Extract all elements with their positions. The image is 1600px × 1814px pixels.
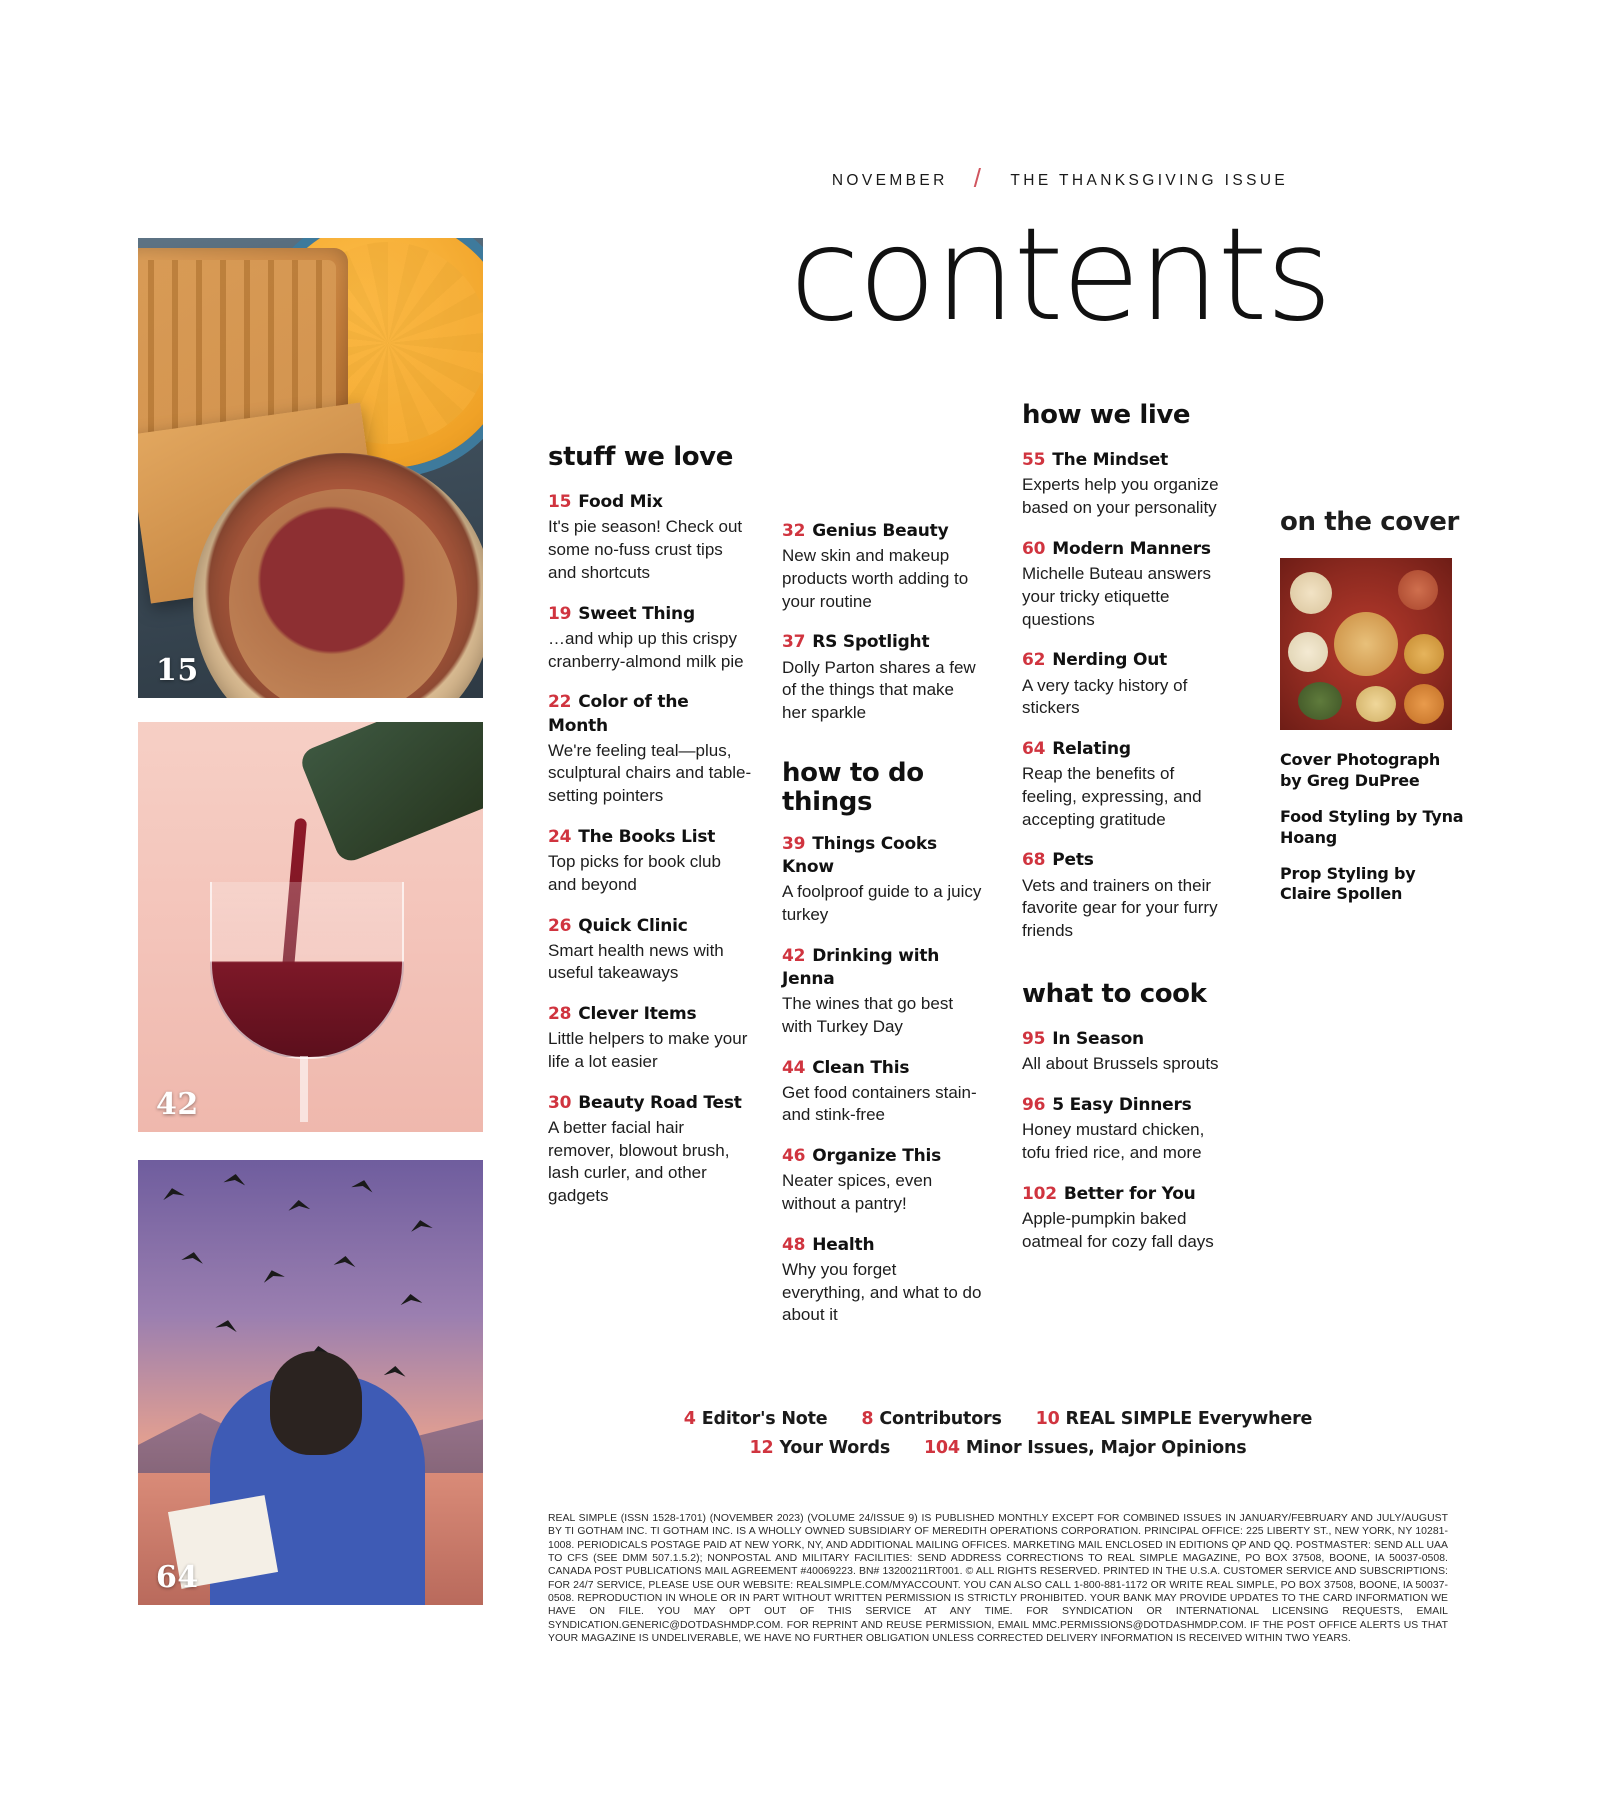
toc-entry-title xyxy=(548,603,753,626)
toc-entry-desc: Why you forget everything, and what to do about it xyxy=(782,1259,982,1325)
bottom-links-row-2 xyxy=(548,1434,1448,1463)
kicker-issue: THE THANKSGIVING ISSUE xyxy=(1010,171,1289,189)
toc-entry-label: Nerding Out xyxy=(1052,650,1168,671)
toc-entry-title xyxy=(782,1057,982,1080)
toc-entry-desc: Dolly Parton shares a few of the things that make her sparkle xyxy=(782,657,976,723)
toc-entry-desc: Apple-pumpkin baked oatmeal for cozy fall days xyxy=(1022,1208,1214,1251)
bird-icon xyxy=(288,1199,311,1211)
side-dish-shape xyxy=(1356,686,1396,722)
section-heading-on-the-cover: on the cover xyxy=(1280,507,1459,537)
toc-entry-page: 68 xyxy=(1022,850,1046,871)
toc-entry-desc: Little helpers to make your life a lot easier xyxy=(548,1029,748,1072)
toc-entry-label: 5 Easy Dinners xyxy=(1052,1095,1192,1116)
bird-icon xyxy=(384,1365,407,1377)
toc-link-label: Contributors xyxy=(879,1409,1002,1429)
toc-entry-label: Health xyxy=(812,1234,875,1255)
toc-link-page: 4 xyxy=(683,1409,696,1429)
bird-icon xyxy=(400,1293,423,1305)
toc-entry[interactable] xyxy=(548,826,753,897)
bird-icon xyxy=(261,1267,285,1283)
toc-entry-label: Food Mix xyxy=(578,492,663,513)
wine-stem-shape xyxy=(300,1056,308,1122)
toc-entry-desc: New skin and makeup products worth adding to your routine xyxy=(782,546,969,611)
toc-entry-page: 96 xyxy=(1022,1095,1046,1116)
side-dish-shape xyxy=(1404,634,1444,674)
toc-entry-page: 24 xyxy=(548,826,572,847)
toc-entry-desc: Neater spices, even without a pantry! xyxy=(782,1171,933,1214)
toc-entry-title xyxy=(1022,449,1232,472)
bird-icon xyxy=(409,1218,432,1232)
toc-entry-title xyxy=(548,1092,753,1115)
toc-entry[interactable] xyxy=(548,915,753,986)
toc-link-label: Editor's Note xyxy=(701,1409,828,1429)
toc-link-label: Minor Issues, Major Opinions xyxy=(965,1437,1247,1458)
toc-entry[interactable] xyxy=(782,1145,982,1216)
toc-entry-label: Clever Items xyxy=(578,1004,697,1025)
toc-entry-page: 42 xyxy=(782,945,806,966)
toc-entry[interactable] xyxy=(548,1003,753,1074)
toc-entry-label: Clean This xyxy=(812,1057,910,1078)
toc-entry[interactable] xyxy=(782,945,982,1039)
toc-entry-title xyxy=(1022,1028,1232,1051)
kicker-month: NOVEMBER xyxy=(831,171,948,189)
pie-dish-shape xyxy=(1404,684,1444,724)
toc-entry-page: 44 xyxy=(782,1057,806,1078)
toc-entry-page: 30 xyxy=(548,1092,572,1113)
toc-entry-title xyxy=(548,691,753,737)
toc-entry[interactable] xyxy=(548,491,753,584)
bottom-links-row-1 xyxy=(548,1405,1448,1434)
toc-entry-desc: A very tacky history of stickers xyxy=(1022,675,1188,718)
legal-fine-print: REAL SIMPLE (ISSN 1528-1701) (NOVEMBER 2023) (VOLUME 24/ISSUE 9) IS PUBLISHED MONTHLY EXCEPT FOR COMBINED ISSUES IN JANUARY/FEBRUARY AND JULY/AUGUST BY TI GOTHAM INC. TI GOTHAM INC. IS A WHOLLY OWNED SUBSIDIARY OF MEREDITH OPERATIONS CORPORATION. PRINCIPAL OFFICE: 225 LIBERTY ST., NEW YORK, NY 10281-1008. PERIODICALS POSTAGE PAID AT NEW YORK, NY, AND ADDITIONAL MAILING OFFICES. MARKETING MAIL ENCLOSED IN EDITIONS QP AND QQ. POSTMASTER: SEND ALL UAA TO CFS (SEE DMM 507.1.5.2); NONPOSTAL AND MILITARY FACILITIES: SEND ADDRESS CORRECTIONS TO REAL SIMPLE MAGAZINE, PO BOX 37508, BOONE, IA 50037-0508. CANADA POST PUBLICATIONS MAIL AGREEMENT #40069223. BN# 13200211RT001. © ALL RIGHTS RESERVED. PRINTED IN THE U.S.A. CUSTOMER SERVICE AND SUBSCRIPTIONS: FOR 24/7 SERVICE, PLEASE USE OUR WEBSITE: REALSIMPLE.COM/MYACCOUNT. YOU CAN ALSO CALL 1-800-881-1172 OR WRITE REAL SIMPLE, PO BOX 37508, BOONE, IA 50037-0508. REPRODUCTION IN WHOLE OR IN PART WITHOUT WRITTEN PERMISSION IS STRICTLY PROHIBITED. YOUR BANK MAY PROVIDE UPDATES TO THE CARD INFORMATION WE HAVE ON FILE. YOU MAY OPT OUT OF THIS SERVICE AT ANY TIME. FOR SYNDICATION OR INTERNATIONAL LICENSING REQUESTS, EMAIL SYNDICATION.GENERIC@DOTDASHMDP.COM. FOR REPRINT AND REUSE PERMISSION, EMAIL MMC.PERMISSIONS@DOTDASHMDP.COM. IF THE POST OFFICE ALERTS US THAT YOUR MAGAZINE IS UNDELIVERABLE, WE HAVE NO FURTHER OBLIGATION UNLESS CORRECTED DELIVERY INFORMATION IS RECEIVED WITHIN TWO YEARS. xyxy=(548,1513,1449,1644)
toc-entry-title xyxy=(782,833,982,879)
toc-entry-desc: It's pie season! Check out some no-fuss crust tips and shortcuts xyxy=(548,517,743,582)
toc-entry-page: 22 xyxy=(548,692,572,713)
section-heading-stuff-we-love: stuff we love xyxy=(548,442,733,472)
toc-entry-title xyxy=(782,945,982,991)
cover-thumbnail xyxy=(1280,558,1452,730)
toc-entry-title xyxy=(1022,849,1232,872)
birds-illustration xyxy=(138,1160,483,1605)
toc-entry[interactable] xyxy=(1022,449,1232,520)
toc-entry-page: 102 xyxy=(1022,1183,1057,1204)
toc-entry-page: 37 xyxy=(782,632,806,653)
toc-entry-label: Relating xyxy=(1052,739,1131,760)
toc-entry-label: In Season xyxy=(1052,1029,1144,1050)
toc-link-your-words[interactable] xyxy=(750,1434,891,1463)
toc-entry-desc: Vets and trainers on their favorite gear for your furry friends xyxy=(1022,875,1218,941)
bird-icon xyxy=(215,1318,239,1332)
issue-kicker xyxy=(560,165,1560,196)
toc-entry-title xyxy=(1022,1094,1232,1117)
toc-link-minor-issues[interactable] xyxy=(924,1434,1247,1463)
toc-link-label: REAL SIMPLE Everywhere xyxy=(1065,1409,1313,1429)
cover-credit-prop-styling: Prop Styling by Claire Spollen xyxy=(1280,863,1416,904)
section-heading-how-to-do-things: how to do things xyxy=(782,757,924,817)
wine-bottle-shape xyxy=(297,722,483,865)
toc-entry-title xyxy=(782,631,982,654)
toc-entry-desc: Get food containers stain- and stink-free xyxy=(782,1082,977,1125)
toc-entry-desc: Reap the benefits of feeling, expressing, and accepting gratitude xyxy=(1022,764,1202,829)
toc-entry-label: The Books List xyxy=(578,826,716,847)
wine-photo xyxy=(138,722,483,1132)
toc-entry-label: The Mindset xyxy=(1052,450,1169,471)
bottom-toc-links xyxy=(548,1405,1448,1463)
toc-link-real-simple-everywhere[interactable] xyxy=(1036,1405,1313,1434)
toc-entry[interactable] xyxy=(1022,1183,1232,1254)
toc-entry-desc: Top picks for book club and beyond xyxy=(548,852,721,894)
person-head-shape xyxy=(270,1351,362,1455)
toc-entry-label: Organize This xyxy=(812,1146,942,1167)
side-dish-shape xyxy=(1288,632,1328,672)
toc-entry-label: Things Cooks Know xyxy=(782,834,937,878)
section-heading-what-to-cook: what to cook xyxy=(1022,978,1207,1009)
toc-entry-page: 26 xyxy=(548,915,572,936)
toc-entry[interactable] xyxy=(1022,849,1232,942)
toc-entry[interactable] xyxy=(548,1092,753,1208)
toc-entry-page: 95 xyxy=(1022,1029,1046,1050)
toc-entry-page: 62 xyxy=(1022,650,1046,671)
toc-entry-page: 55 xyxy=(1022,450,1046,471)
toc-entry-page: 15 xyxy=(548,492,572,513)
toc-entry-title xyxy=(782,520,982,543)
toc-entry-label: Pets xyxy=(1052,850,1094,871)
toc-entry-desc: A foolproof guide to a juicy turkey xyxy=(782,882,982,925)
toc-entry-desc: A better facial hair remover, blowout brush, lash curler, and other gadgets xyxy=(548,1117,730,1206)
bird-icon xyxy=(161,1186,185,1200)
toc-entry[interactable] xyxy=(1022,649,1232,720)
toc-link-page: 12 xyxy=(749,1437,774,1458)
toc-entry-title xyxy=(1022,649,1232,672)
toc-entry-page: 48 xyxy=(782,1234,806,1255)
toc-entry[interactable] xyxy=(1022,738,1232,831)
side-dish-shape xyxy=(1398,570,1438,610)
toc-link-page: 8 xyxy=(861,1409,874,1429)
cover-credits xyxy=(1280,750,1465,905)
pies-photo xyxy=(138,238,483,698)
toc-entry[interactable] xyxy=(782,631,982,724)
toc-entry-page: 28 xyxy=(548,1004,572,1025)
section-heading-how-we-live: how we live xyxy=(1022,400,1191,430)
toc-entry[interactable] xyxy=(782,833,982,927)
toc-entry-title xyxy=(548,1003,753,1026)
photo-page-number: 42 xyxy=(156,1087,199,1122)
turkey-dish-shape xyxy=(1334,612,1398,676)
toc-entry[interactable] xyxy=(1022,538,1232,631)
toc-entry-label: Genius Beauty xyxy=(812,521,949,541)
toc-entry-label: Color of the Month xyxy=(548,692,689,736)
toc-link-editors-note[interactable] xyxy=(684,1405,828,1434)
toc-entry-page: 46 xyxy=(782,1146,806,1167)
on-the-cover-panel xyxy=(1280,505,1465,920)
toc-entry-desc: …and whip up this crispy cranberry-almond milk pie xyxy=(548,628,744,671)
toc-entry-title xyxy=(548,915,753,938)
toc-entry-desc: Smart health news with useful takeaways xyxy=(548,940,724,983)
toc-entry-title xyxy=(782,1145,982,1168)
toc-entry-desc: The wines that go best with Turkey Day xyxy=(782,994,954,1036)
page-title: contents xyxy=(789,201,1331,350)
toc-entry-label: Modern Manners xyxy=(1052,539,1211,559)
toc-entry[interactable] xyxy=(1022,1094,1232,1165)
toc-entry-page: 39 xyxy=(782,834,806,855)
kicker-slash-icon: / xyxy=(973,163,985,193)
toc-entry[interactable] xyxy=(782,520,982,613)
toc-entry-label: Better for You xyxy=(1063,1183,1196,1204)
greens-dish-shape xyxy=(1298,682,1342,720)
toc-entry-desc: We're feeling teal—plus, sculptural chairs and table-setting pointers xyxy=(548,740,752,806)
side-dish-shape xyxy=(1290,572,1332,614)
cover-credit-food-styling: Food Styling by Tyna Hoang xyxy=(1280,806,1464,847)
bird-icon xyxy=(351,1177,375,1192)
toc-link-label: Your Words xyxy=(779,1437,891,1458)
toc-entry[interactable] xyxy=(548,603,753,674)
toc-entry-title xyxy=(782,1234,982,1257)
toc-entry-page: 64 xyxy=(1022,739,1046,760)
photo-page-number: 64 xyxy=(156,1560,199,1595)
bird-icon xyxy=(223,1173,246,1186)
cover-credit-photograph: Cover Photograph by Greg DuPree xyxy=(1280,750,1441,791)
toc-link-contributors[interactable] xyxy=(861,1405,1001,1434)
toc-entry-title xyxy=(1022,538,1232,561)
masthead xyxy=(560,163,1560,350)
toc-entry[interactable] xyxy=(782,1057,982,1128)
toc-entry-page: 32 xyxy=(782,521,806,541)
toc-column-how-to-do-things xyxy=(782,520,982,1345)
toc-entry-desc: Experts help you organize based on your personality xyxy=(1022,475,1219,518)
toc-column-how-we-live xyxy=(1022,398,1232,1271)
toc-link-page: 10 xyxy=(1035,1409,1060,1429)
toc-entry-label: Drinking with Jenna xyxy=(782,945,940,989)
toc-entry-title xyxy=(548,826,753,849)
toc-entry-title xyxy=(1022,1183,1232,1206)
toc-entry-label: Beauty Road Test xyxy=(578,1092,742,1113)
toc-link-page: 104 xyxy=(923,1437,960,1458)
toc-entry[interactable] xyxy=(782,1234,982,1327)
toc-entry-title xyxy=(548,491,753,514)
toc-entry-label: Sweet Thing xyxy=(578,603,695,624)
toc-entry-label: Quick Clinic xyxy=(578,915,688,936)
toc-entry-label: RS Spotlight xyxy=(812,632,930,653)
toc-entry-page: 19 xyxy=(548,603,572,624)
toc-column-stuff-we-love xyxy=(548,440,753,1226)
toc-entry-desc: Honey mustard chicken, tofu fried rice, and more xyxy=(1022,1120,1205,1162)
toc-entry[interactable] xyxy=(548,691,753,808)
bird-icon xyxy=(181,1250,204,1264)
toc-entry-desc: All about Brussels sprouts xyxy=(1022,1054,1219,1074)
toc-entry[interactable] xyxy=(1022,1028,1232,1076)
bird-icon xyxy=(334,1255,357,1267)
photo-page-number: 15 xyxy=(156,653,199,688)
toc-entry-title xyxy=(1022,738,1232,761)
wine-glass-shape xyxy=(210,882,404,1059)
toc-entry-page: 60 xyxy=(1022,539,1046,559)
toc-entry-desc: Michelle Buteau answers your tricky etiquette questions xyxy=(1022,564,1211,629)
